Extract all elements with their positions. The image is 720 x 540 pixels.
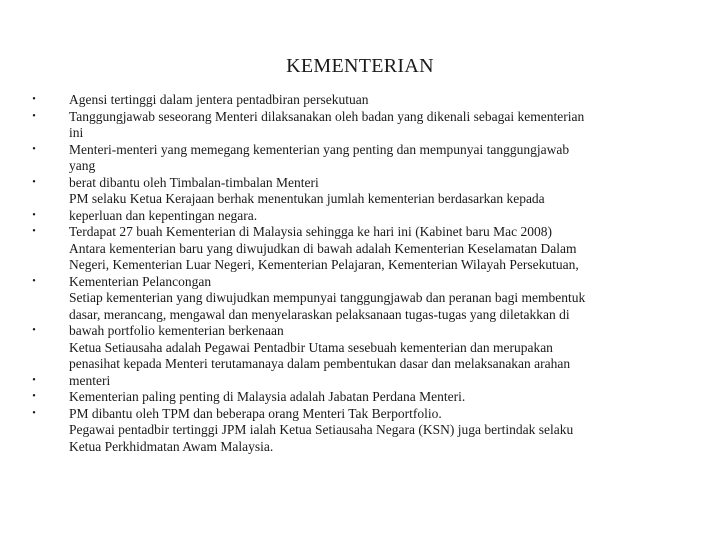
text-line-content: Ketua Perkhidmatan Awam Malaysia.	[69, 438, 274, 454]
text-line-content: bawah portfolio kementerian berkenaan	[69, 323, 284, 338]
bullet-icon: •	[32, 391, 36, 402]
text-line-content: Antara kementerian baru yang diwujudkan di bawah adalah Kementerian Keselamatan Dalam	[69, 240, 577, 256]
text-line-content: Kementerian Pelancongan	[69, 273, 212, 289]
text-line	[32, 372, 709, 390]
text-line-content: dasar, merancang, mengawal dan menyelaraskan pelaksanaan tugas-tugas yang diletakkan di	[69, 306, 570, 322]
text-line	[32, 273, 709, 291]
text-line	[69, 257, 709, 274]
text-line-content: Negeri, Kementerian Luar Negeri, Kementerian Pelajaran, Kementerian Wilayah Persekutuan,	[69, 257, 579, 272]
bullet-icon: •	[32, 110, 36, 122]
bullet-icon: •	[32, 94, 36, 105]
text-line	[32, 174, 709, 192]
text-line	[69, 422, 709, 439]
text-line	[32, 141, 709, 159]
text-line-content: Ketua Setiausaha adalah Pegawai Pentadbir Utama sesebuah kementerian dan merupakan	[69, 339, 553, 355]
text-line	[69, 307, 709, 324]
text-line-content: Tanggungjawab seseorang Menteri dilaksanakan oleh badan yang dikenali sebagai kementerian	[69, 108, 585, 124]
text-line	[32, 207, 709, 225]
text-line	[69, 290, 709, 307]
text-line-content: penasihat kepada Menteri terutamanaya dalam pembentukan dasar dan melaksanakan arahan	[69, 356, 571, 371]
text-line	[69, 439, 709, 456]
bullet-icon: •	[32, 407, 36, 419]
text-line	[69, 356, 709, 373]
text-line-content: berat dibantu oleh Timbalan-timbalan Menteri	[69, 174, 319, 190]
text-line-content: keperluan dan kepentingan negara.	[69, 207, 258, 223]
bullet-icon: •	[32, 226, 36, 237]
bullet-icon: •	[32, 374, 36, 386]
text-line-content: Setiap kementerian yang diwujudkan mempunyai tanggungjawab dan peranan bagi membentuk	[69, 290, 586, 305]
text-line	[69, 340, 709, 357]
page-title-text: KEMENTERIAN	[286, 55, 434, 77]
text-line-content: PM dibantu oleh TPM dan beberapa orang Menteri Tak Berportfolio.	[69, 405, 442, 421]
text-line-content: Pegawai pentadbir tertinggi JPM ialah Ketua Setiausaha Negara (KSN) juga bertindak selaku	[69, 422, 574, 437]
text-line-content: PM selaku Ketua Kerajaan berhak menentukan jumlah kementerian berdasarkan kepada	[69, 191, 545, 206]
text-line-content: menteri	[69, 372, 111, 388]
text-line-content: Kementerian paling penting di Malaysia adalah Jabatan Perdana Menteri.	[69, 389, 466, 404]
text-line-content: yang	[69, 158, 96, 173]
text-line	[69, 125, 709, 142]
bullet-icon: •	[32, 325, 36, 336]
bullet-icon: •	[32, 176, 36, 188]
text-line-content: Agensi tertinggi dalam jentera pentadbiran persekutuan	[69, 92, 369, 107]
text-line	[32, 108, 709, 126]
bullet-list	[32, 92, 709, 455]
page-title	[0, 55, 720, 78]
text-line	[69, 158, 709, 175]
text-line	[32, 92, 709, 109]
text-line-content: Menteri-menteri yang memegang kementerian yang penting dan mempunyai tanggungjawab	[69, 141, 570, 157]
text-line	[32, 224, 709, 241]
text-line	[69, 191, 709, 208]
bullet-icon: •	[32, 143, 36, 155]
text-line-content: ini	[69, 125, 84, 140]
bullet-icon: •	[32, 209, 36, 221]
text-line	[32, 405, 709, 423]
text-line	[32, 323, 709, 340]
text-line-content: Terdapat 27 buah Kementerian di Malaysia sehingga ke hari ini (Kabinet baru Mac 2008)	[69, 224, 553, 239]
bullet-icon: •	[32, 275, 36, 287]
text-line	[69, 241, 709, 258]
text-line	[32, 389, 709, 406]
